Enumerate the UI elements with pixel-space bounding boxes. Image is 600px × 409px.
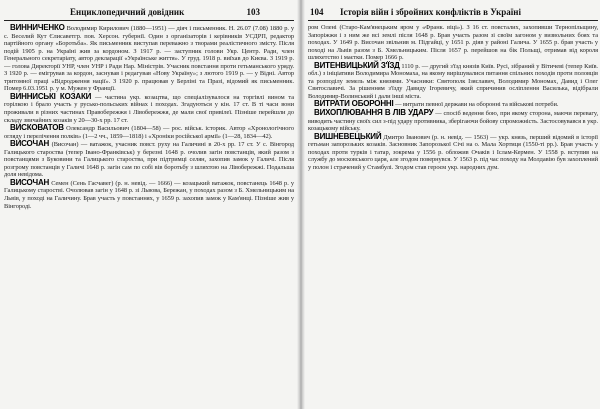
entry-text: 1110 р. — другий з'їзд князів Київ. Русі, зібраний у Вітичеві (тепер Київ. обл.) з ініціативи Володимира Мономаха, на якому вирішувалися питання спільних походів проти половців та розподілу земель між князями. Учасники: Святополк Ізяславич, Володимир Мономах, Давид і Олег Святославичі. За рішенням з'їзду Давиду Ігоревичу, який спричинив осліплення Василька, відібрали Володимир-Волинський і дали інші міста. bbox=[308, 62, 598, 100]
entry-text: — спосіб ведення бою, при якому сторона, маючи перевагу, виводить частину своїх сил з-під удару противника, зберігаючи бойову спроможність. Застосовувався в укр. козацькому війську. bbox=[308, 110, 598, 133]
right-page-number: 104 bbox=[310, 7, 324, 17]
dictionary-entry bbox=[308, 62, 598, 101]
entry-text: Олександр Васильович (1804—58) — рос. військ. історик. Автор «Хронологічного огляду і перелічення полків» (1—2 чч., 1859—1818) і «Хроніки російської армії» (1—28, 1834—42). bbox=[4, 125, 294, 140]
entry-text: Володимир Кирилович (1880—1951) — діяч і письменник. Н. 26.07 (7.08) 1880 р. у с. Веселий Кут Єлисаветгр. пов. Херсон. губернії. Один з організаторів і керівників УСДРП, редактор партійного органу «Боротьба». Як письменник виступав переважно з творами реалістичного змісту. Після подій 1905 р. на Україні жив за кордоном. З 1917 р. — заступник голови Укр. Центр. Ради, член Генерального секретаріату, автор декларації «Українське життя». У груд. 1918 р. виїхав до Києва. З 1919 р. — голова Директорії УНР, член УНР і Ради Нар. Міністрів. Учасник повстання проти гетьманського уряду. З 1920 р. — емігрував за кордон, заснував і редагував «Нову Україну»; з лютого 1919 р. — у Відні. Автор тритомної праці «Відродження нації». З 1920 р. працював у Берліні та Празі, відомий як письменник. Помер 6.03.1951 р. у м. Мужен у Франції. bbox=[4, 25, 294, 93]
left-page-number: 103 bbox=[246, 7, 260, 17]
left-page bbox=[4, 6, 294, 406]
dictionary-entry bbox=[4, 93, 294, 124]
dictionary-entry bbox=[308, 24, 598, 62]
entry-text: Семен (Сень Гасчавег) (р. н. невід. — 1666) — козацький ватажок, повстанець 1648 р. у Галицькому старостві. Очолював загін у 1648 р. зі Львова, Бережан, у походах разом з Б. Хмельницьким на Львів, у поході на Галичину. Брав участь у повстаннях, у 1659 р. захопив замок у Кам'янці. Пізніше жив у Вінгороді. bbox=[4, 179, 294, 210]
dictionary-entry bbox=[4, 24, 294, 93]
book-gutter bbox=[297, 0, 305, 409]
entry-headword: ВИХОПЛЮВАННЯ В ЛІВ УДАРУ bbox=[314, 108, 434, 118]
entry-headword: ВИННИЧЕНКО bbox=[10, 23, 65, 32]
entry-headword: ВИННИСЬКІ КОЗАКИ bbox=[10, 91, 92, 101]
right-page-text bbox=[308, 24, 598, 171]
entry-text: Дмитро Іванович (р. н. невід. — 1563) — укр. князь, перший відомий в історії гетьман запорозьких козаків. Засновник Запорозької Січі на о. Мала Хортиця (1550-ті рр.). Брав участь у походах проти турків і татар, зокрема у 1556 р. обложив Очаків і Іслам-Кермен. У 1558 р. вступив на службу до московського царя, але згодом повернувся. У 1563 р. під час походу на Молдавію був захоплений у полон і страчений у Стамбулі. Згодом став героєм укр. народних дум. bbox=[308, 133, 598, 171]
right-page bbox=[308, 6, 598, 406]
entry-headword: ВИТЕНВИЦЬКИЙ З'ЇЗД bbox=[314, 60, 400, 70]
right-running-title: Історія війн і збройних конфліктів в Україні bbox=[340, 7, 521, 17]
right-running-head bbox=[308, 6, 598, 21]
entry-headword: ВИСОЧАН bbox=[10, 177, 50, 187]
entry-headword: ВИСКОВАТОВ bbox=[10, 123, 64, 133]
entry-headword: ВИШНЕВЕЦЬКИЙ bbox=[314, 131, 382, 141]
entry-text: — витрати певної держави на оборонні та військові потреби. bbox=[395, 101, 559, 109]
entry-headword: ВИСОЧАН bbox=[10, 139, 50, 149]
dictionary-entry bbox=[4, 179, 294, 210]
left-running-head bbox=[4, 6, 294, 21]
entry-text: ром Олені (Старо-Кам'янецьким яром у «Франк. віці»). З 16 ст. повсталих, захопивши Тернопільщину, Запоріжжя і з ним же всі землі після 1648 р. Брав участь разом зі своїм загоном у визвольних боях та походах. У 1649 р. Височан звільнив м. Підгайці, у 1651 р. діяв у районі Галича. У 1655 р. брав участь у поході на Львів разом з Б. Хмельницьким. Після 1657 р. перейшов на бік Польщі, отримав від короля шляхетство і маєтки. Помер 1666 р. bbox=[308, 24, 598, 62]
dictionary-entry bbox=[308, 133, 598, 172]
entry-text: (Височан) — ватажок, учасник повст. руху на Галичині в 20-х рр. 17 ст. У с. Вінгород Галицького староства (тепер Івано-Франківськ) у березні 1648 р. очолив загін повстанців, який разом з повстанцями з Буковини та Галицького староства, при підтримці селян, захопив замок у Галичі. Після розгрому повстанців у Галичі 1648 р. загін сам по собі вів боротьбу з шляхтою на Лівобережжі. Подальша доля невідома. bbox=[4, 141, 294, 179]
entry-headword: ВИТРАТИ ОБОРОННІ bbox=[314, 99, 394, 109]
dictionary-entry bbox=[4, 140, 294, 179]
left-running-title: Енциклопедичний довідник bbox=[70, 7, 185, 17]
left-page-text bbox=[4, 24, 294, 210]
dictionary-entry bbox=[308, 109, 598, 133]
entry-text: — частина укр. козацтва, що спеціалізувалося на торгівлі вином та горілкою і брало участь у русько-польських війнах і походах. Згадуються у кін. 17 ст. В ті часи вони проживали в різних частинах Правобережжя і Лівобережжя, де мали свої привілеї. Пізніше перейшли до складу звичайних козаків у 20—30-х рр. 17 ст. bbox=[4, 93, 294, 124]
dictionary-entry bbox=[4, 124, 294, 140]
